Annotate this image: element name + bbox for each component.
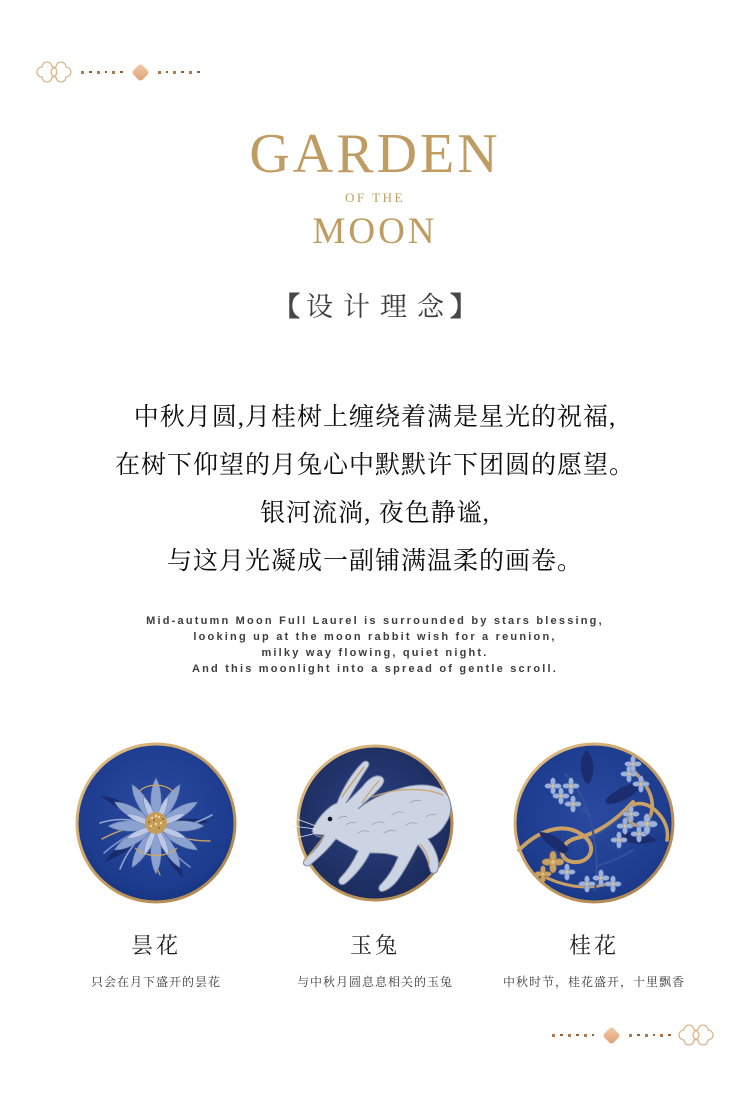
concept-en-line: Mid-autumn Moon Full Laurel is surrounded by stars blessing, <box>146 615 604 627</box>
plate-card-epiphyllum <box>51 737 261 990</box>
plate-description: 中秋时节，桂花盛开，十里飘香 <box>502 975 685 989</box>
plate-card-osmanthus <box>489 737 699 990</box>
diamond-icon <box>601 1025 622 1046</box>
concept-text-cn <box>0 394 750 586</box>
logo-title: GARDEN <box>249 123 501 185</box>
diamond-icon <box>130 62 151 83</box>
plate-description: 只会在月下盛开的昙花 <box>90 975 221 989</box>
plate-label: 昙花 <box>130 933 181 958</box>
concept-text-en <box>0 613 750 677</box>
plate-label: 玉兔 <box>349 933 400 958</box>
heading-bracket-left: 【 <box>273 292 300 322</box>
dotted-line-icon <box>158 71 200 74</box>
plates-row <box>0 737 750 990</box>
logo-title2: MOON <box>312 211 438 252</box>
plate-label: 桂花 <box>568 933 619 958</box>
decorative-divider-bottom <box>552 1022 716 1048</box>
dotted-line-icon <box>81 71 123 74</box>
section-heading <box>0 285 750 324</box>
decorative-divider-top <box>36 59 200 85</box>
concept-cn-line: 银河流淌, 夜色静谧, <box>260 500 490 527</box>
heading-bracket-right: 】 <box>450 292 477 322</box>
concept-cn-line: 与这月光凝成一副铺满温柔的画卷。 <box>166 548 583 575</box>
jade-rabbit-plate-icon <box>280 737 470 909</box>
osmanthus-plate-icon <box>509 737 679 909</box>
epiphyllum-flower-plate-icon <box>71 737 241 909</box>
double-quatrefoil-icon <box>36 59 74 85</box>
plate-description: 与中秋月圆息息相关的玉兔 <box>296 975 453 989</box>
concept-cn-line: 在树下仰望的月兔心中默默许下团圆的愿望。 <box>114 452 635 479</box>
concept-en-line: And this moonlight into a spread of gentle scroll. <box>191 663 559 675</box>
logo-subtitle: OF THE <box>345 190 405 205</box>
heading-title: 设计理念 <box>306 292 454 322</box>
brand-logo <box>0 123 750 253</box>
dotted-line-icon <box>552 1034 594 1037</box>
double-quatrefoil-icon <box>678 1022 716 1048</box>
dotted-line-icon <box>629 1034 671 1037</box>
concept-en-line: looking up at the moon rabbit wish for a reunion, <box>193 631 557 643</box>
concept-en-line: milky way flowing, quiet night. <box>261 647 489 659</box>
plate-card-jade-rabbit <box>270 737 480 990</box>
concept-cn-line: 中秋月圆,月桂树上缠绕着满是星光的祝福, <box>133 404 617 431</box>
